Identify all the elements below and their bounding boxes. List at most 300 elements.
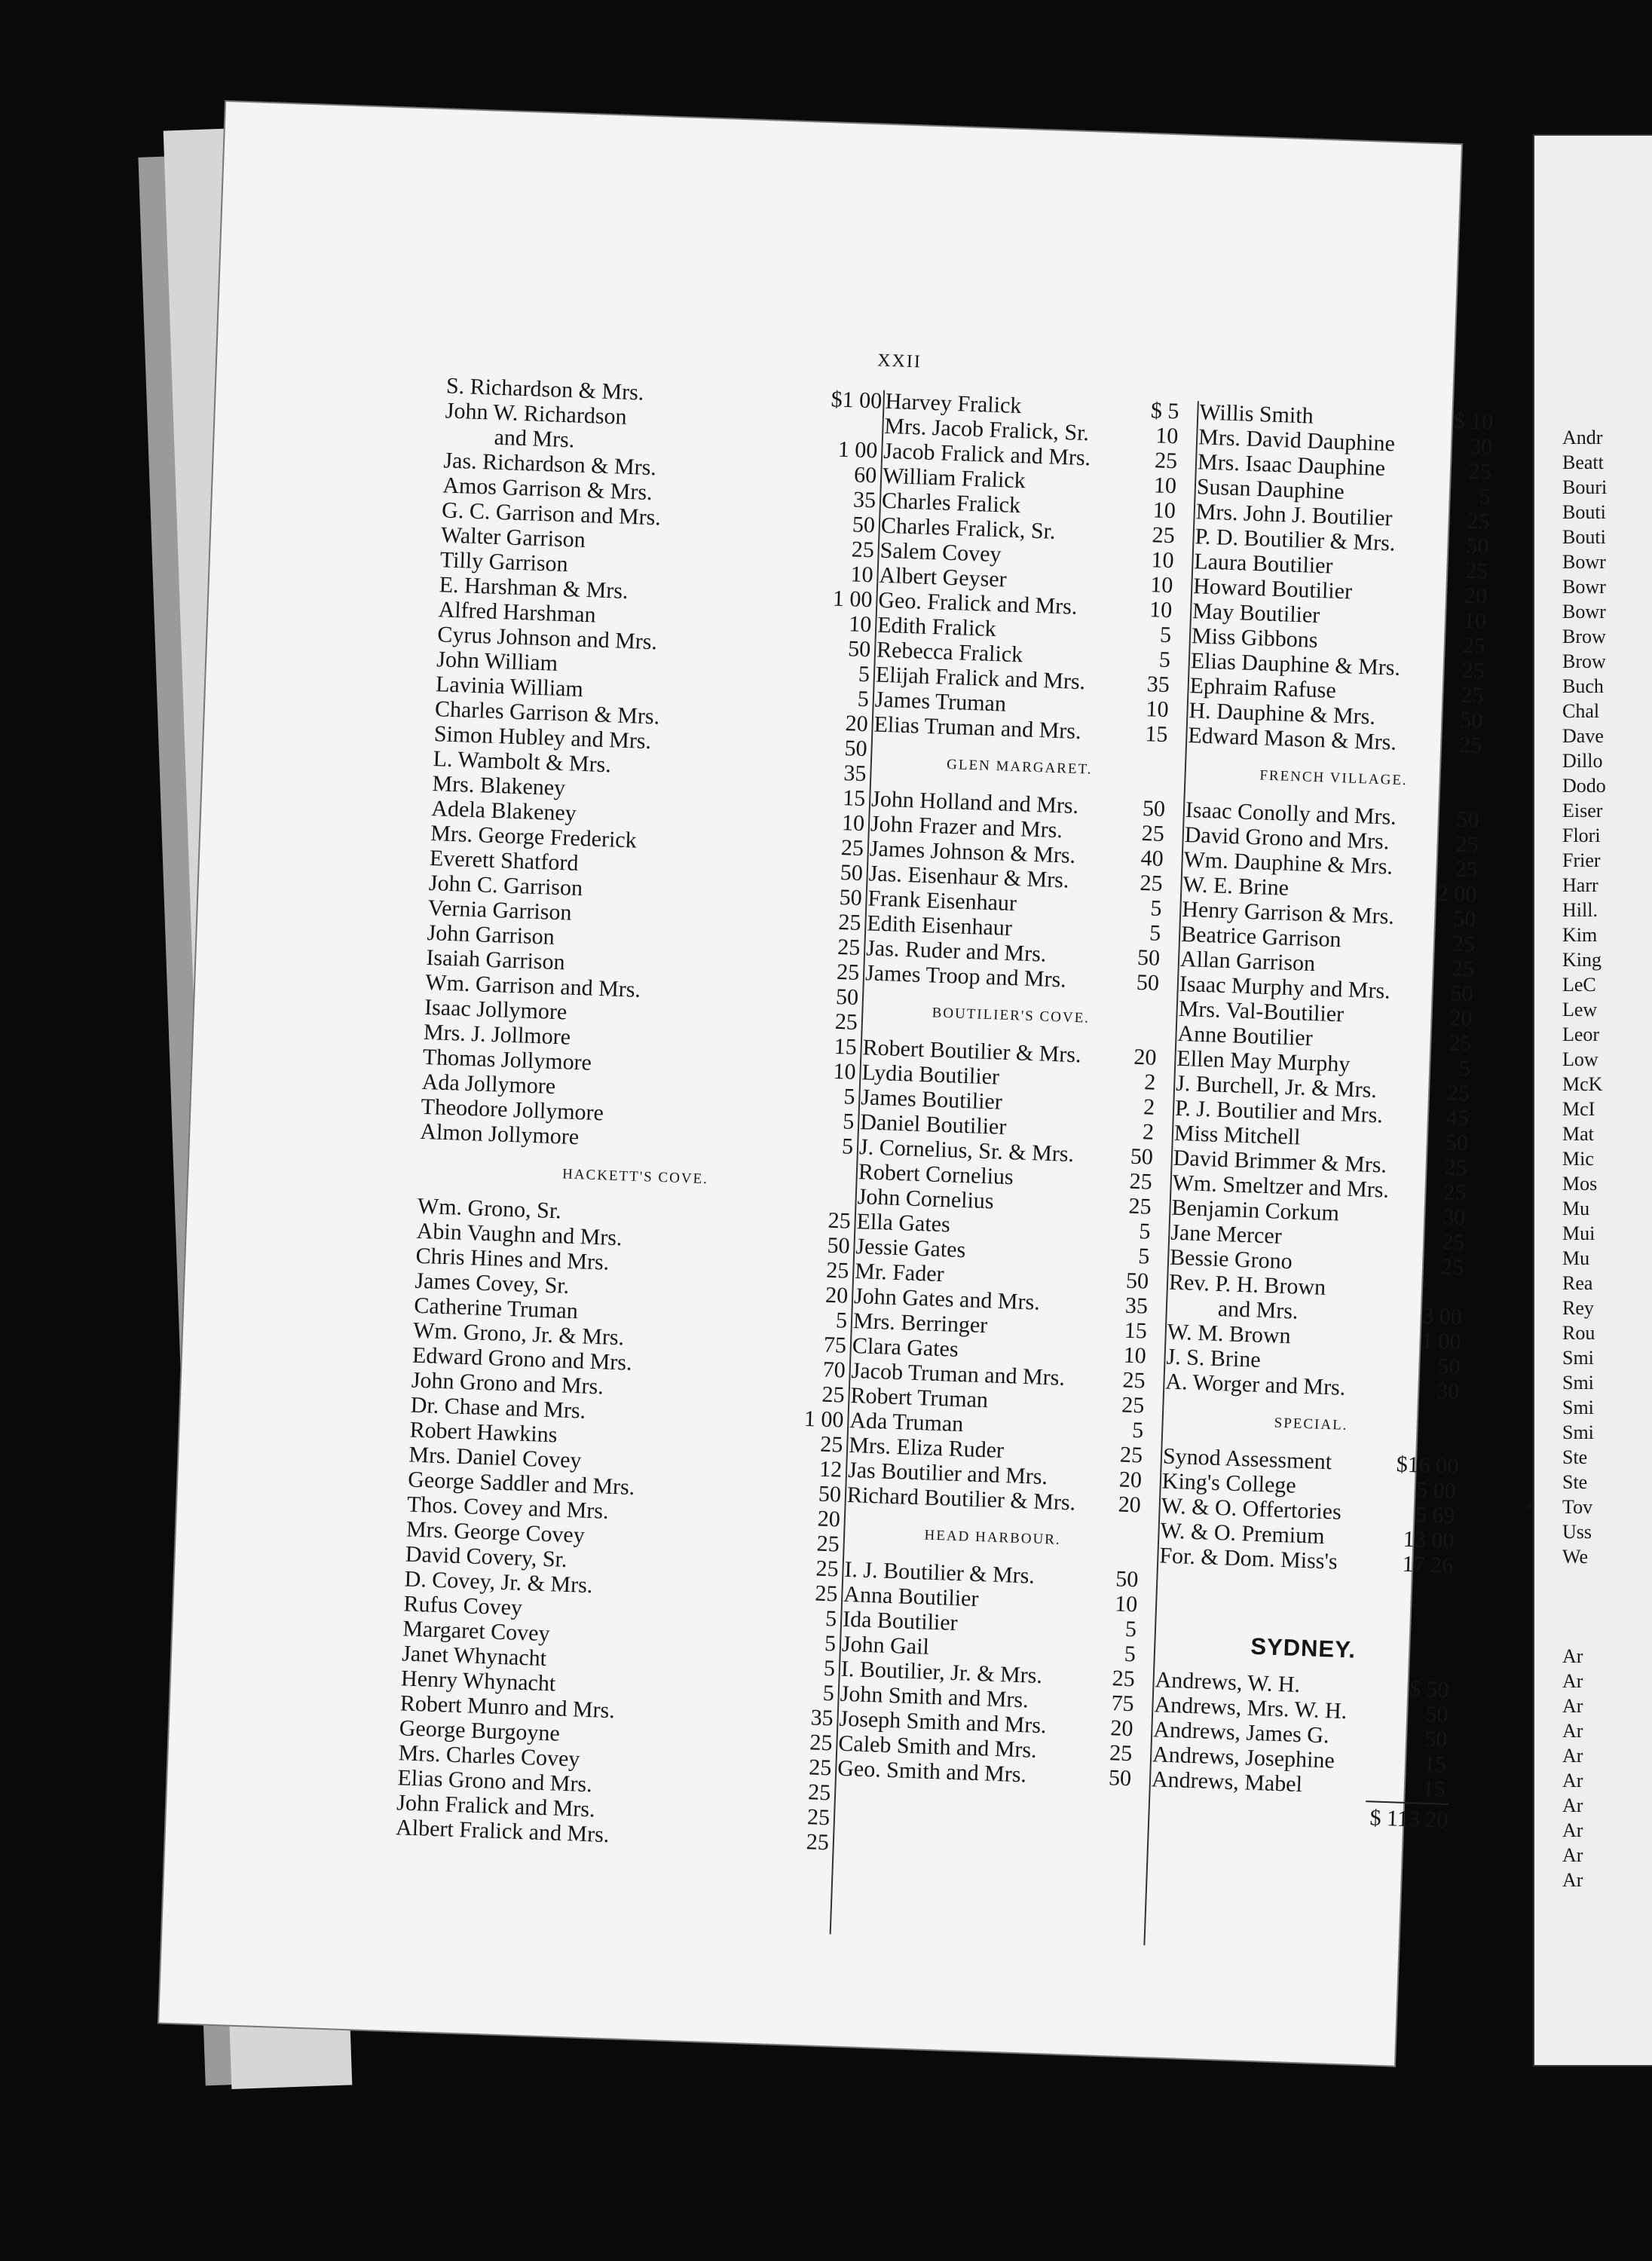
subscription-amount: 35 (852, 487, 876, 513)
subscription-amount: 25 (1452, 931, 1476, 957)
subscriber-name: Edith Fralick (876, 612, 997, 642)
subscription-amount: 2 00 (1436, 880, 1477, 907)
subscriber-name: Ephraim Rafuse (1189, 673, 1337, 703)
subscriber-name: Elijah Fralick and Mrs. (875, 662, 1086, 695)
subscriber-name: Mrs. Eliza Ruder (848, 1432, 1005, 1464)
subscription-amount: 17 26 (1402, 1551, 1454, 1578)
subscriber-name: Alfred Harshman (438, 597, 597, 628)
subscriber-name: Andrews, Mrs. W. H. (1153, 1692, 1348, 1724)
name-fragment: Beatt (1562, 451, 1604, 473)
subscriber-name: W. M. Brown (1167, 1319, 1292, 1349)
subscription-amount: 25 (806, 1804, 831, 1831)
subscription-amount: 35 (1124, 1293, 1149, 1319)
subscriber-name: Geo. Smith and Mrs. (837, 1755, 1027, 1788)
subscriber-name: Andrews, Mabel (1151, 1767, 1303, 1797)
subscription-amount: 60 (853, 462, 877, 488)
subscriber-name: Edward Mason & Mrs. (1187, 723, 1397, 755)
subscriber-name: George Saddler and Mrs. (407, 1467, 635, 1501)
subscription-amount: 1 00 (837, 436, 878, 464)
subscriber-name: L. Wambolt & Mrs. (433, 746, 612, 778)
subscriber-name: May Boutilier (1192, 598, 1320, 629)
name-fragment: Ar (1562, 1670, 1583, 1692)
subscriber-name: Susan Dauphine (1196, 474, 1345, 505)
subscriber-name: Miss Mitchell (1173, 1120, 1302, 1150)
subscriber-name: Charles Garrison & Mrs. (434, 696, 660, 730)
name-fragment: Bouri (1562, 476, 1608, 498)
name-fragment: Mu (1562, 1247, 1590, 1269)
subscriber-name: Elias Grono and Mrs. (396, 1765, 593, 1797)
subscription-amount: 10 (1114, 1591, 1138, 1617)
subscriber-name: James Truman (874, 687, 1007, 717)
name-fragment: Leor (1562, 1023, 1600, 1045)
subscriber-name: King's College (1161, 1468, 1297, 1498)
subscriber-name: John Gates and Mrs. (853, 1283, 1041, 1315)
subscription-amount: 25 (1446, 1080, 1470, 1106)
subscription-amount: 10 (1152, 497, 1176, 524)
subscription-amount: 5 (857, 686, 870, 712)
name-fragment: Harr (1562, 874, 1598, 896)
subscription-amount: 75 (823, 1332, 847, 1358)
subscriber-name: Tilly Garrison (439, 547, 569, 577)
subscription-amount: 50 (843, 736, 868, 762)
subscription-amount: 50 (1136, 969, 1160, 996)
subscriber-name: Cyrus Johnson and Mrs. (436, 622, 658, 655)
subscriber-name: Jessie Gates (855, 1234, 966, 1263)
subscriber-name: Mrs. Jacob Fralick, Sr. (883, 413, 1090, 446)
special-total: $ 113 20 (1369, 1805, 1449, 1833)
subscription-amount: 5 (835, 1308, 848, 1333)
subscription-amount: 25 (1121, 1392, 1145, 1418)
subscription-amount: 25 (1444, 1155, 1468, 1181)
subscription-amount: 50 (818, 1481, 842, 1507)
subscriber-name: Andrews, W. H. (1155, 1667, 1301, 1698)
subscriber-name: Mrs. Isaac Dauphine (1197, 449, 1386, 481)
subscriber-name: Isaiah Garrison (425, 944, 566, 975)
name-fragment (1562, 1569, 1607, 1594)
subscription-amount: 25 (1468, 458, 1492, 485)
name-fragment: Tov (1562, 1496, 1593, 1518)
subscriber-name: Howard Boutilier (1192, 574, 1353, 604)
name-fragment: Mat (1562, 1123, 1594, 1145)
subscriber-name: Jane Mercer (1170, 1219, 1283, 1249)
subscription-amount: 25 (851, 537, 875, 563)
subscription-amount: 50 (1450, 981, 1474, 1007)
subscriber-name: Wm. Smeltzer and Mrs. (1172, 1170, 1390, 1203)
subscriber-name: Mrs. John J. Boutilier (1195, 499, 1393, 531)
subscription-amount: 50 (1436, 1354, 1461, 1380)
subscription-amount: 10 (1153, 473, 1177, 499)
name-fragment: Bowr (1562, 551, 1606, 573)
name-fragment: Mu (1562, 1198, 1590, 1219)
subscriber-name: Albert Geyser (879, 562, 1008, 592)
name-fragment: Ar (1562, 1770, 1583, 1791)
name-fragment: Dave (1562, 725, 1604, 747)
subscription-amount: 10 (848, 611, 872, 638)
subscriber-name: D. Covey, Jr. & Mrs. (404, 1566, 593, 1599)
subscriber-name: S. Richardson & Mrs. (445, 373, 644, 405)
subscription-amount: 1 00 (803, 1406, 845, 1433)
subscription-amount: 5 (1149, 920, 1161, 946)
subscriber-name: Ellen May Murphy (1176, 1045, 1351, 1077)
subscription-amount: 20 (845, 711, 869, 737)
subscription-amount (830, 412, 879, 438)
subscriber-name: John William (436, 647, 558, 676)
subscription-amount: 50 (1452, 906, 1476, 932)
subscriber-name: I. Boutilier, Jr. & Mrs. (840, 1656, 1043, 1689)
subscription-amount: 25 (1128, 1193, 1152, 1219)
name-fragment: Andr (1562, 427, 1603, 448)
subscription-amount: 5 (858, 661, 870, 687)
section-heading: BOUTILIER'S COVE. (932, 1004, 1091, 1026)
subscriber-name: Jas. Ruder and Mrs. (865, 935, 1047, 967)
subscriber-name: Janet Whynacht (401, 1641, 547, 1672)
subscription-amount: 25 (819, 1431, 843, 1458)
subscriber-name: Simon Hubley and Mrs. (433, 721, 652, 754)
subscription-amount: 20 (1464, 583, 1488, 609)
subscriber-name: Robert Truman (850, 1382, 989, 1413)
subscriber-name: Salem Covey (880, 537, 1002, 568)
subscriber-name: Mrs. Charles Covey (398, 1740, 580, 1772)
subscription-amount: 25 (1455, 831, 1479, 858)
subscriber-name: Harvey Fralick (885, 388, 1022, 419)
name-fragment: LeC (1562, 974, 1596, 996)
name-fragment: Smi (1562, 1372, 1594, 1394)
subscription-amount: 50 (1456, 806, 1480, 833)
subscription-amount: 15 (1422, 1776, 1446, 1802)
subscriber-name: Ella Gates (856, 1209, 951, 1238)
subscriber-name: David Covery, Sr. (405, 1541, 568, 1572)
subscriber-name: Henry Garrison & Mrs. (1181, 896, 1395, 929)
subscription-amount: 3 00 (1421, 1303, 1463, 1330)
subscriber-name: James Boutilier (860, 1085, 1003, 1115)
subscription-amount: 20 (824, 1282, 849, 1308)
subscriber-name: Daniel Boutilier (859, 1109, 1007, 1140)
subscriber-name: Edward Grono and Mrs. (411, 1342, 633, 1375)
name-fragment: Hill. (1562, 899, 1598, 921)
subscription-amount: 20 (1109, 1715, 1133, 1742)
subscriber-name: Edith Eisenhaur (866, 910, 1013, 941)
name-fragment: Ar (1562, 1869, 1583, 1891)
subscription-amount: 25 (1441, 1229, 1465, 1256)
subscription-amount: 25 (1458, 732, 1482, 758)
subscription-amount: 25 (1129, 1168, 1153, 1195)
subscription-amount: 50 (1115, 1566, 1139, 1592)
section-heading: HEAD HARBOUR. (924, 1527, 1062, 1548)
name-fragment: Mic (1562, 1148, 1594, 1170)
subscriber-name: James Johnson & Mrs. (869, 836, 1076, 868)
subscriber-name: For. & Dom. Miss's (1158, 1543, 1338, 1574)
subscriber-name: and Mrs. (1217, 1296, 1299, 1324)
subscriber-name: Ida Boutilier (842, 1606, 959, 1636)
subscriber-name: Wm. Dauphine & Mrs. (1183, 846, 1393, 880)
subscription-amount: 25 (1451, 956, 1475, 982)
subscriber-name: Lavinia William (435, 672, 584, 702)
subscriber-name: Mrs. Daniel Covey (408, 1442, 583, 1473)
subscriber-name: Synod Assessment (1162, 1443, 1332, 1475)
name-fragment: Bowr (1562, 576, 1606, 598)
subscription-amount: 5 (1479, 484, 1491, 509)
subscription-amount: 2 (1142, 1119, 1155, 1145)
subscription-amount: 5 (824, 1605, 837, 1632)
subscriber-name: Isaac Jollymore (424, 994, 567, 1025)
subscription-amount: 5 (1159, 622, 1172, 648)
subscriber-column-2 (837, 389, 1179, 1791)
name-fragment: Rey (1562, 1297, 1594, 1319)
subscription-amount: 10 (1155, 423, 1179, 449)
subscription-amount: 30 (1436, 1378, 1460, 1405)
subscriber-name: Mrs. George Frederick (430, 821, 638, 853)
subscription-amount: 35 (843, 760, 867, 787)
name-fragment: Mos (1562, 1173, 1598, 1195)
name-fragment: Ar (1562, 1819, 1583, 1841)
subscription-amount: 35 (1146, 672, 1170, 698)
subscription-amount: 25 (1119, 1442, 1143, 1468)
subscriber-name: William Fralick (882, 463, 1026, 494)
subscription-amount: 25 (1139, 870, 1164, 896)
subscriber-name: Rebecca Fralick (876, 637, 1023, 668)
subscription-amount: 25 (808, 1755, 832, 1781)
subscription-amount: 20 (1118, 1467, 1143, 1493)
subscriber-name: Joseph Smith and Mrs. (839, 1706, 1048, 1739)
subscription-amount: 25 (1454, 856, 1479, 883)
subscriber-name: John Gail (841, 1631, 930, 1660)
subscription-amount: 45 (1446, 1105, 1470, 1131)
subscriber-name: Amos Garrison & Mrs. (442, 473, 653, 506)
subscription-amount: 5 00 (1415, 1477, 1457, 1504)
subscriber-name: Mrs. David Dauphine (1198, 424, 1396, 457)
subscription-amount: 5 (1131, 1418, 1144, 1443)
subscription-amount: 50 (1459, 707, 1483, 733)
name-fragment: Ar (1562, 1695, 1583, 1717)
name-fragment: Eiser (1562, 800, 1603, 821)
subscription-amount: 25 (837, 910, 862, 936)
subscription-amount: 25 (821, 1381, 846, 1408)
subscriber-name: Dr. Chase and Mrs. (410, 1392, 586, 1424)
subscription-amount: 25 (840, 835, 864, 861)
name-fragment: Mui (1562, 1222, 1595, 1244)
subscription-amount: 40 (1140, 845, 1164, 872)
subscriber-name: Allan Garrison (1179, 946, 1316, 977)
subscription-amount: 25 (1152, 522, 1176, 549)
subscriber-name: Robert Cornelius (858, 1159, 1014, 1190)
subscriber-name: Miss Gibbons (1191, 623, 1319, 653)
subscription-amount: 15 (1144, 721, 1169, 748)
subscription-amount: $16 00 (1396, 1452, 1459, 1479)
subscriber-name: James Troop and Mrs. (864, 960, 1067, 993)
subscription-amount: 25 (809, 1730, 834, 1756)
subscription-amount: 50 (847, 636, 871, 662)
subscriber-name: Charles Fralick, Sr. (880, 512, 1056, 544)
name-fragment: McI (1562, 1098, 1595, 1120)
subscriber-name: Laura Boutilier (1193, 549, 1334, 579)
subscriber-name: I. J. Boutilier & Mrs. (843, 1556, 1036, 1589)
subscription-amount: 10 (850, 561, 874, 588)
subscription-amount: 25 (1448, 1030, 1472, 1057)
subscriber-name: John C. Garrison (428, 870, 583, 901)
subscriber-name: Caleb Smith and Mrs. (837, 1730, 1038, 1763)
subscriber-name: G. C. Garrison and Mrs. (441, 497, 662, 531)
subscription-amount: 5 (1137, 1244, 1150, 1269)
subscription-amount: 25 (1121, 1367, 1146, 1394)
name-fragment: Smi (1562, 1397, 1594, 1418)
subscription-amount: 25 (837, 935, 861, 961)
subscriber-name: Adela Blakeney (430, 796, 577, 826)
subscription-amount: 30 (1442, 1204, 1466, 1231)
subscriber-name: Bessie Grono (1169, 1244, 1293, 1274)
subscription-amount: 50 (1125, 1268, 1149, 1294)
subscription-amount: 25 (825, 1257, 849, 1283)
subscriber-name: Charles Fralick (881, 488, 1021, 519)
subscriber-name: Frank Eisenhaur (867, 886, 1017, 916)
subscriber-name: Wm. Grono, Jr. & Mrs. (412, 1317, 625, 1351)
subscription-amount: 5 (841, 1134, 854, 1159)
subscription-amount: 25 (815, 1556, 840, 1582)
subscription-amount: 30 (1469, 433, 1493, 460)
subscriber-name: Jacob Truman and Mrs. (851, 1357, 1066, 1391)
subscriber-name: Clara Gates (852, 1333, 959, 1362)
subscriber-name: P. D. Boutilier & Mrs. (1195, 524, 1396, 556)
name-fragment: Ar (1562, 1720, 1583, 1742)
subscriber-name: Isaac Conolly and Mrs. (1185, 797, 1397, 830)
subscription-amount (1402, 1277, 1463, 1305)
subscriber-name: Wm. Grono, Sr. (417, 1193, 562, 1224)
subscription-amount: 5 (843, 1084, 856, 1109)
name-fragment: Buch (1562, 675, 1604, 697)
subscription-amount: 25 (1467, 508, 1491, 534)
name-fragment: We (1562, 1546, 1588, 1568)
book-page (159, 102, 1494, 2066)
name-fragment: Kim (1562, 924, 1598, 946)
subscriber-name: and Mrs. (494, 424, 575, 453)
subscriber-name: Lydia Boutilier (861, 1060, 1000, 1090)
subscriber-name: John W. Richardson (445, 398, 628, 430)
section-heading: SYDNEY. (1250, 1632, 1357, 1663)
subscriber-name: J. Burchell, Jr. & Mrs. (1175, 1070, 1378, 1103)
subscriber-name: Walter Garrison (440, 522, 586, 552)
subscription-amount: 10 (833, 1058, 857, 1085)
subscription-amount: 15 (1124, 1317, 1148, 1344)
subscriber-name: Elias Dauphine & Mrs. (1190, 648, 1401, 681)
subscription-amount: 10 (1146, 696, 1170, 723)
subscriber-name: Ada Jollymore (421, 1069, 556, 1100)
name-fragment: Ste (1562, 1471, 1588, 1493)
subscription-amount: 75 (1110, 1690, 1135, 1717)
subscriber-name: Robert Hawkins (409, 1417, 558, 1448)
subscriber-name: John Fralick and Mrs. (396, 1790, 596, 1822)
name-fragment: Frier (1562, 849, 1601, 871)
subscriber-name: Henry Whynacht (400, 1666, 556, 1697)
subscriber-name: John Grono and Mrs. (411, 1367, 604, 1400)
subscriber-name: Abin Vaughn and Mrs. (416, 1218, 623, 1251)
subscription-amount: 50 (840, 860, 864, 886)
subscriber-name: J. Cornelius, Sr. & Mrs. (858, 1134, 1075, 1167)
name-fragment: Flori (1562, 825, 1601, 846)
page-number: XXII (876, 350, 922, 372)
subscription-amount: 1 00 (1421, 1328, 1462, 1355)
subscription-amount: 50 (1424, 1701, 1449, 1727)
subscriber-name: Mrs. Val-Boutilier (1178, 996, 1345, 1027)
name-fragment: Chal (1562, 700, 1600, 722)
subscriber-name: Everett Shatford (429, 846, 580, 876)
subscriber-name: Benjamin Corkum (1170, 1195, 1340, 1226)
subscription-amount: 5 69 (1415, 1502, 1456, 1529)
subscriber-name: Robert Munro and Mrs. (399, 1690, 616, 1724)
subscription-amount: 10 (1123, 1342, 1147, 1369)
name-fragment: Lew (1562, 999, 1598, 1020)
subscription-amount: 20 (817, 1506, 841, 1532)
subscription-amount: 5 (1149, 895, 1162, 921)
subscription-amount: 25 (1462, 632, 1486, 659)
subscription-amount: 2 (1143, 1094, 1155, 1120)
name-fragment: Ar (1562, 1794, 1583, 1816)
subscriber-name: Mrs. Berringer (852, 1308, 988, 1339)
subscriber-name: John Smith and Mrs. (840, 1681, 1029, 1713)
subscription-amount: 25 (1109, 1740, 1133, 1767)
subscriber-name: Catherine Truman (413, 1293, 579, 1324)
subscriber-column-3 (1151, 399, 1493, 1801)
subscriber-name: Mrs. Blakeney (432, 771, 566, 801)
subscriber-name: Elias Truman and Mrs. (873, 711, 1082, 745)
subscription-amount: 5 (824, 1630, 837, 1657)
subscriber-name: Jacob Fralick and Mrs. (883, 438, 1091, 471)
name-fragment: Ste (1562, 1446, 1588, 1468)
name-fragment: Bowr (1562, 601, 1606, 623)
subscription-amount: 5 (823, 1655, 836, 1681)
subscriber-name: Mr. Fader (854, 1259, 945, 1287)
name-fragment: Dodo (1562, 775, 1606, 797)
subscription-amount: 35 (810, 1705, 834, 1731)
subscription-amount: 25 (1440, 1254, 1464, 1280)
subscription-amount: 20 (1449, 1005, 1473, 1032)
subscription-amount: 10 (1149, 572, 1173, 598)
subscription-amount: 10 (1463, 607, 1487, 634)
subscription-amount: 25 (1442, 1179, 1467, 1206)
subscriber-name: David Brimmer & Mrs. (1173, 1145, 1387, 1178)
subscriber-name: A. Worger and Mrs. (1164, 1369, 1346, 1400)
subscription-amount: 20 (1133, 1044, 1158, 1070)
subscriber-name: Richard Boutilier & Mrs. (846, 1482, 1076, 1516)
name-fragment: Bouti (1562, 526, 1606, 548)
subscription-amount: $ 50 (1409, 1676, 1450, 1703)
subscriber-name: Beatrice Garrison (1180, 921, 1342, 953)
name-fragment: Rea (1562, 1272, 1593, 1294)
subscription-amount: 50 (852, 512, 876, 538)
subscription-amount: 50 (1130, 1143, 1154, 1170)
subscription-amount: 50 (826, 1232, 851, 1259)
subscription-amount: 50 (839, 885, 863, 911)
name-fragment: Ar (1562, 1844, 1583, 1866)
next-page-name-fragments (1562, 425, 1607, 1892)
subscriber-name: George Burgoyne (399, 1715, 561, 1746)
subscriber-name: Mrs. J. Jollmore (423, 1019, 571, 1050)
name-fragment: Smi (1562, 1421, 1594, 1443)
name-fragment: King (1562, 949, 1602, 971)
subscriber-name: Ada Truman (849, 1407, 964, 1437)
subscription-amount: 25 (807, 1779, 831, 1806)
subscription-amount: 50 (835, 984, 859, 1010)
subscriber-name: Anne Boutilier (1177, 1020, 1314, 1051)
subscription-amount: 15 (834, 1033, 858, 1060)
subscription-amount: 10 (1149, 597, 1173, 623)
subscriber-name: Albert Fralick and Mrs. (395, 1815, 610, 1848)
subscriber-name: Thos. Covey and Mrs. (406, 1492, 610, 1524)
subscription-amount: 25 (1141, 820, 1165, 847)
subscriber-name: Theodore Jollymore (421, 1094, 604, 1126)
subscriber-name: W. & O. Premium (1160, 1518, 1326, 1550)
name-fragment: Smi (1562, 1347, 1594, 1369)
subscriber-name: W. & O. Offertories (1161, 1493, 1342, 1525)
subscriber-name: David Grono and Mrs. (1184, 821, 1390, 855)
